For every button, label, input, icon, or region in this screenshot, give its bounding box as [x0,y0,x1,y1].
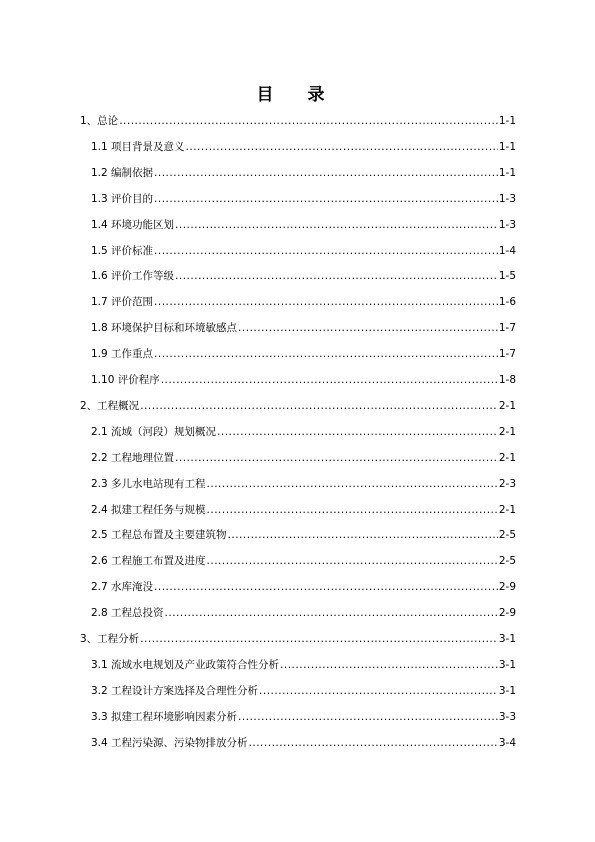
toc-entry-page-number: 3-1 [498,633,516,645]
toc-entry[interactable] [91,293,516,309]
toc-entry-label: 3.3 拟建工程环境影响因素分析 [91,710,238,723]
toc-entry-page-number: 1-5 [498,270,516,283]
toc-entry[interactable] [91,475,516,491]
toc-dot-leader [238,710,498,724]
toc-entry-page-number: 1-4 [498,244,516,257]
toc-entry-page-number: 3-3 [498,710,516,723]
toc-dot-leader [161,373,498,387]
toc-entry[interactable] [91,242,516,258]
toc-dot-leader [207,503,498,517]
toc-dot-leader [186,140,498,154]
toc-entry[interactable] [91,319,516,335]
toc-entry[interactable] [91,267,516,283]
toc-entry-page-number: 1-3 [498,192,516,205]
toc-dot-leader [175,269,498,283]
toc-entry-page-number: 2-5 [498,555,516,568]
toc-entry-label: 3.2 工程设计方案选择及合理性分析 [91,684,259,697]
toc-entry[interactable] [80,630,516,646]
toc-entry-page-number: 1-7 [498,322,516,335]
toc-entry-label: 2.1 流域（河段）规划概况 [91,425,217,438]
toc-entry-page-number: 2-9 [498,581,516,594]
toc-entry-page-number: 1-7 [498,348,516,361]
toc-entry-label: 1.5 评价标准 [91,244,154,257]
toc-entry-page-number: 1-1 [498,140,516,153]
toc-entry-page-number: 2-9 [498,607,516,620]
toc-dot-leader [259,684,498,698]
toc-entry-label: 1.9 工作重点 [91,348,154,361]
toc-entry-label: 2.8 工程总投资 [91,607,164,620]
toc-entry-label: 1.6 评价工作等级 [91,270,175,283]
toc-entry-label: 1.8 环境保护目标和环境敏感点 [91,322,238,335]
toc-entry-label: 1.10 评价程序 [91,374,160,386]
toc-dot-leader [154,347,498,361]
toc-dot-leader [154,244,498,258]
toc-entry[interactable] [91,552,516,568]
toc-dot-leader [238,321,498,335]
toc-entry[interactable] [91,526,516,542]
toc-entry-label: 1.1 项目背景及意义 [91,140,185,153]
toc-entry-page-number: 3-1 [498,684,516,697]
toc-entry-label: 2.3 多儿水电站现有工程 [91,477,206,490]
toc-entry[interactable] [91,164,516,180]
toc-dot-leader [207,554,498,568]
toc-entry[interactable] [91,371,516,387]
toc-dot-leader [249,736,498,750]
toc-dot-leader [154,166,498,180]
toc-entry[interactable] [91,682,516,698]
toc-dot-leader [140,632,498,646]
toc-entry-label: 2、工程概况 [80,399,140,412]
toc-entry-page-number: 1-1 [498,115,516,127]
toc-entry-label: 1.3 评价目的 [91,192,154,205]
toc-title: 目 录 [256,85,339,105]
toc-entry-page-number: 2-1 [498,425,516,438]
toc-entry-page-number: 2-1 [498,503,516,516]
toc-dot-leader [119,114,498,128]
toc-dot-leader [154,192,498,206]
toc-entry[interactable] [91,423,516,439]
toc-entry-label: 2.5 工程总布置及主要建筑物 [91,529,227,542]
toc-entry-label: 3.4 工程污染源、污染物排放分析 [91,736,248,749]
toc-entry[interactable] [91,656,516,672]
toc-entry-label: 2.2 工程地理位置 [91,451,175,464]
toc-entry[interactable] [91,604,516,620]
toc-entry-page-number: 2-1 [498,399,516,412]
toc-entry[interactable] [80,112,516,128]
toc-entry[interactable] [91,345,516,361]
toc-entry-page-number: 1-8 [498,374,516,386]
toc-entry-page-number: 2-3 [498,477,516,490]
toc-entry-label: 1.7 评价范围 [91,296,154,309]
toc-entry[interactable] [91,138,516,154]
toc-dot-leader [207,477,498,491]
toc-dot-leader [140,399,498,413]
toc-entry[interactable] [91,708,516,724]
toc-dot-leader [175,218,498,232]
toc-entry-label: 1.2 编制依据 [91,166,154,179]
toc-entry[interactable] [91,190,516,206]
toc-entry[interactable] [91,501,516,517]
toc-entry-page-number: 2-5 [498,529,516,542]
toc-entry-label: 2.7 水库淹没 [91,581,154,594]
toc-entry-page-number: 3-4 [498,736,516,749]
toc-entry-page-number: 1-3 [498,218,516,231]
toc-entry-label: 1.4 环境功能区划 [91,218,175,231]
toc-dot-leader [165,606,498,620]
toc-dot-leader [154,580,498,594]
toc-dot-leader [217,425,498,439]
toc-entry[interactable] [91,449,516,465]
toc-entry[interactable] [91,216,516,232]
toc-dot-leader [175,451,498,465]
toc-entry-page-number: 3-1 [498,658,516,671]
toc-entry[interactable] [91,734,516,750]
toc-entry-page-number: 1-1 [498,166,516,179]
toc-entry[interactable] [80,397,516,413]
toc-entry-label: 2.4 拟建工程任务与规模 [91,503,206,516]
toc-dot-leader [154,295,498,309]
toc-entry-label: 3.1 流域水电规划及产业政策符合性分析 [91,658,280,671]
toc-entry-label: 1、总论 [80,115,119,127]
toc-dot-leader [228,528,498,542]
toc-entry-page-number: 2-1 [498,451,516,464]
toc-entry-label: 3、工程分析 [80,633,140,645]
toc-entry-label: 2.6 工程施工布置及进度 [91,555,206,568]
toc-entry-page-number: 1-6 [498,296,516,309]
toc-entry[interactable] [91,578,516,594]
toc-dot-leader [280,658,498,672]
